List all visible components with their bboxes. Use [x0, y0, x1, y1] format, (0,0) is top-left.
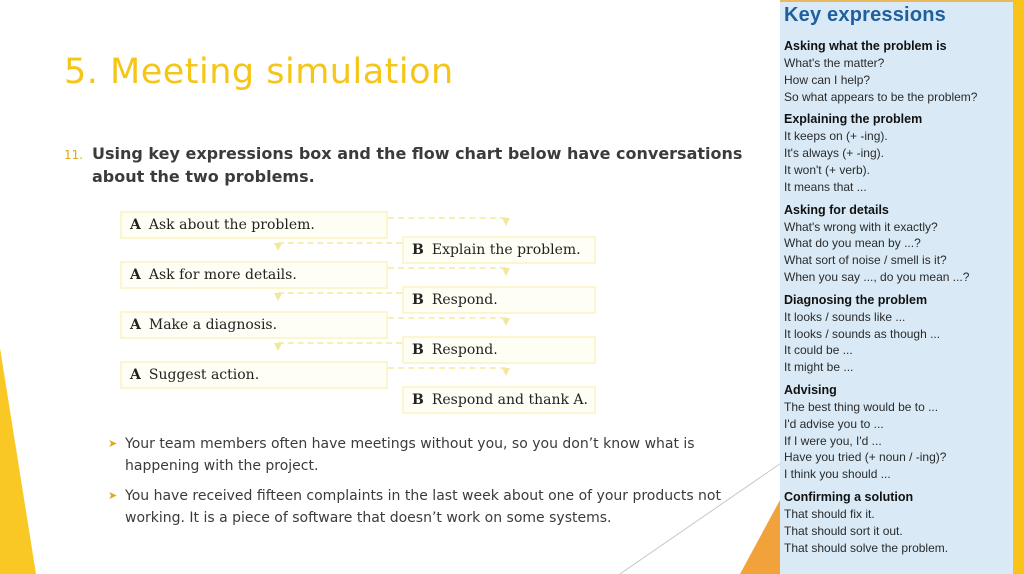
- arrow-down-icon: [502, 368, 510, 376]
- arrow-down-icon: [274, 293, 282, 301]
- flow-arrow: [278, 292, 402, 294]
- key-expressions-title: Key expressions: [784, 4, 946, 26]
- left-yellow-triangle-decoration: [0, 0, 40, 574]
- flow-step-a-1: [120, 211, 388, 239]
- step-text: Respond.: [431, 342, 498, 358]
- expression: How can I help?: [784, 72, 871, 87]
- flow-arrow: [388, 367, 506, 369]
- expression: That should sort it out.: [784, 523, 903, 538]
- expression: I'd advise you to ...: [784, 416, 884, 431]
- flow-step-b-1: [402, 236, 596, 264]
- speaker-label: B: [412, 342, 424, 358]
- step-text: Suggest action.: [148, 367, 260, 383]
- problem-text: You have received fifteen complaints in the last week about one of your products not working. It is a piece of software that doesn’t work on some systems.: [125, 488, 721, 526]
- task-text: Using key expressions box and the flow chart below have conversations about the two problems.: [92, 144, 743, 186]
- step-text: Respond.: [431, 292, 498, 308]
- chevron-right-icon: ➤: [108, 489, 118, 502]
- speaker-label: B: [412, 292, 424, 308]
- expression: It looks / sounds like ...: [784, 309, 906, 324]
- section-advising: [784, 382, 1014, 483]
- expression: The best thing would be to ...: [784, 399, 939, 414]
- flow-arrow: [278, 242, 402, 244]
- task-instruction: [64, 142, 754, 188]
- speaker-label: A: [130, 317, 141, 333]
- problem-text: Your team members often have meetings without you, so you don’t know what is happening with the project.: [125, 436, 695, 474]
- key-expressions-panel: [780, 0, 1014, 574]
- arrow-down-icon: [502, 218, 510, 226]
- section-explaining-problem: [784, 111, 1014, 195]
- expression: So what appears to be the problem?: [784, 89, 978, 104]
- expression: It could be ...: [784, 343, 853, 358]
- section-asking-problem: [784, 38, 1014, 105]
- panel-top-border: [780, 0, 1014, 2]
- flow-arrow: [388, 317, 506, 319]
- speaker-label: B: [412, 392, 424, 408]
- expression: What sort of noise / smell is it?: [784, 253, 947, 268]
- flow-arrow: [388, 267, 506, 269]
- step-text: Explain the problem.: [431, 242, 581, 258]
- problem-list: [108, 433, 768, 537]
- task-number: 11.: [64, 148, 84, 162]
- speaker-label: B: [412, 242, 424, 258]
- expression: It might be ...: [784, 360, 854, 375]
- expression: What do you mean by ...?: [784, 236, 921, 251]
- expression: It keeps on (+ -ing).: [784, 129, 888, 144]
- flow-arrow: [278, 342, 402, 344]
- step-text: Make a diagnosis.: [148, 317, 278, 333]
- flow-chart: [118, 208, 598, 418]
- expression: What's the matter?: [784, 56, 885, 70]
- speaker-label: A: [130, 267, 141, 283]
- flow-step-b-4: [402, 386, 596, 414]
- step-text: Ask for more details.: [148, 267, 297, 283]
- speaker-label: A: [130, 217, 141, 233]
- arrow-down-icon: [274, 343, 282, 351]
- right-yellow-strip-decoration: [1013, 0, 1024, 574]
- flow-step-a-3: [120, 311, 388, 339]
- expression: It means that ...: [784, 179, 867, 194]
- expression: If I were you, I'd ...: [784, 433, 882, 448]
- flow-step-a-2: [120, 261, 388, 289]
- section-heading: Confirming a solution: [784, 489, 914, 504]
- step-text: Respond and thank A.: [431, 392, 588, 408]
- expression: When you say ..., do you mean ...?: [784, 269, 970, 284]
- expression: Have you tried (+ noun / -ing)?: [784, 450, 947, 465]
- expression: That should solve the problem.: [784, 540, 949, 555]
- key-expressions-sections: [784, 38, 1014, 562]
- section-heading: Asking for details: [784, 202, 889, 217]
- section-asking-details: [784, 202, 1014, 286]
- section-heading: Explaining the problem: [784, 112, 923, 127]
- problem-item: [108, 433, 768, 477]
- arrow-down-icon: [274, 243, 282, 251]
- step-text: Ask about the problem.: [148, 217, 315, 233]
- problem-item: [108, 485, 768, 529]
- expression: It won't (+ verb).: [784, 162, 870, 177]
- expression: I think you should ...: [784, 467, 891, 482]
- flow-step-a-4: [120, 361, 388, 389]
- section-confirming-solution: [784, 489, 1014, 556]
- speaker-label: A: [130, 367, 141, 383]
- expression: It looks / sounds as though ...: [784, 326, 941, 341]
- section-heading: Asking what the problem is: [784, 39, 947, 53]
- section-heading: Advising: [784, 382, 837, 397]
- expression: That should fix it.: [784, 506, 875, 521]
- flow-step-b-3: [402, 336, 596, 364]
- expression: What's wrong with it exactly?: [784, 219, 938, 234]
- slide-title: 5. Meeting simulation: [64, 52, 454, 92]
- arrow-down-icon: [502, 268, 510, 276]
- section-heading: Diagnosing the problem: [784, 292, 928, 307]
- chevron-right-icon: ➤: [108, 437, 118, 450]
- expression: It's always (+ -ing).: [784, 146, 884, 161]
- arrow-down-icon: [502, 318, 510, 326]
- section-diagnosing: [784, 292, 1014, 376]
- flow-step-b-2: [402, 286, 596, 314]
- flow-arrow: [388, 217, 506, 219]
